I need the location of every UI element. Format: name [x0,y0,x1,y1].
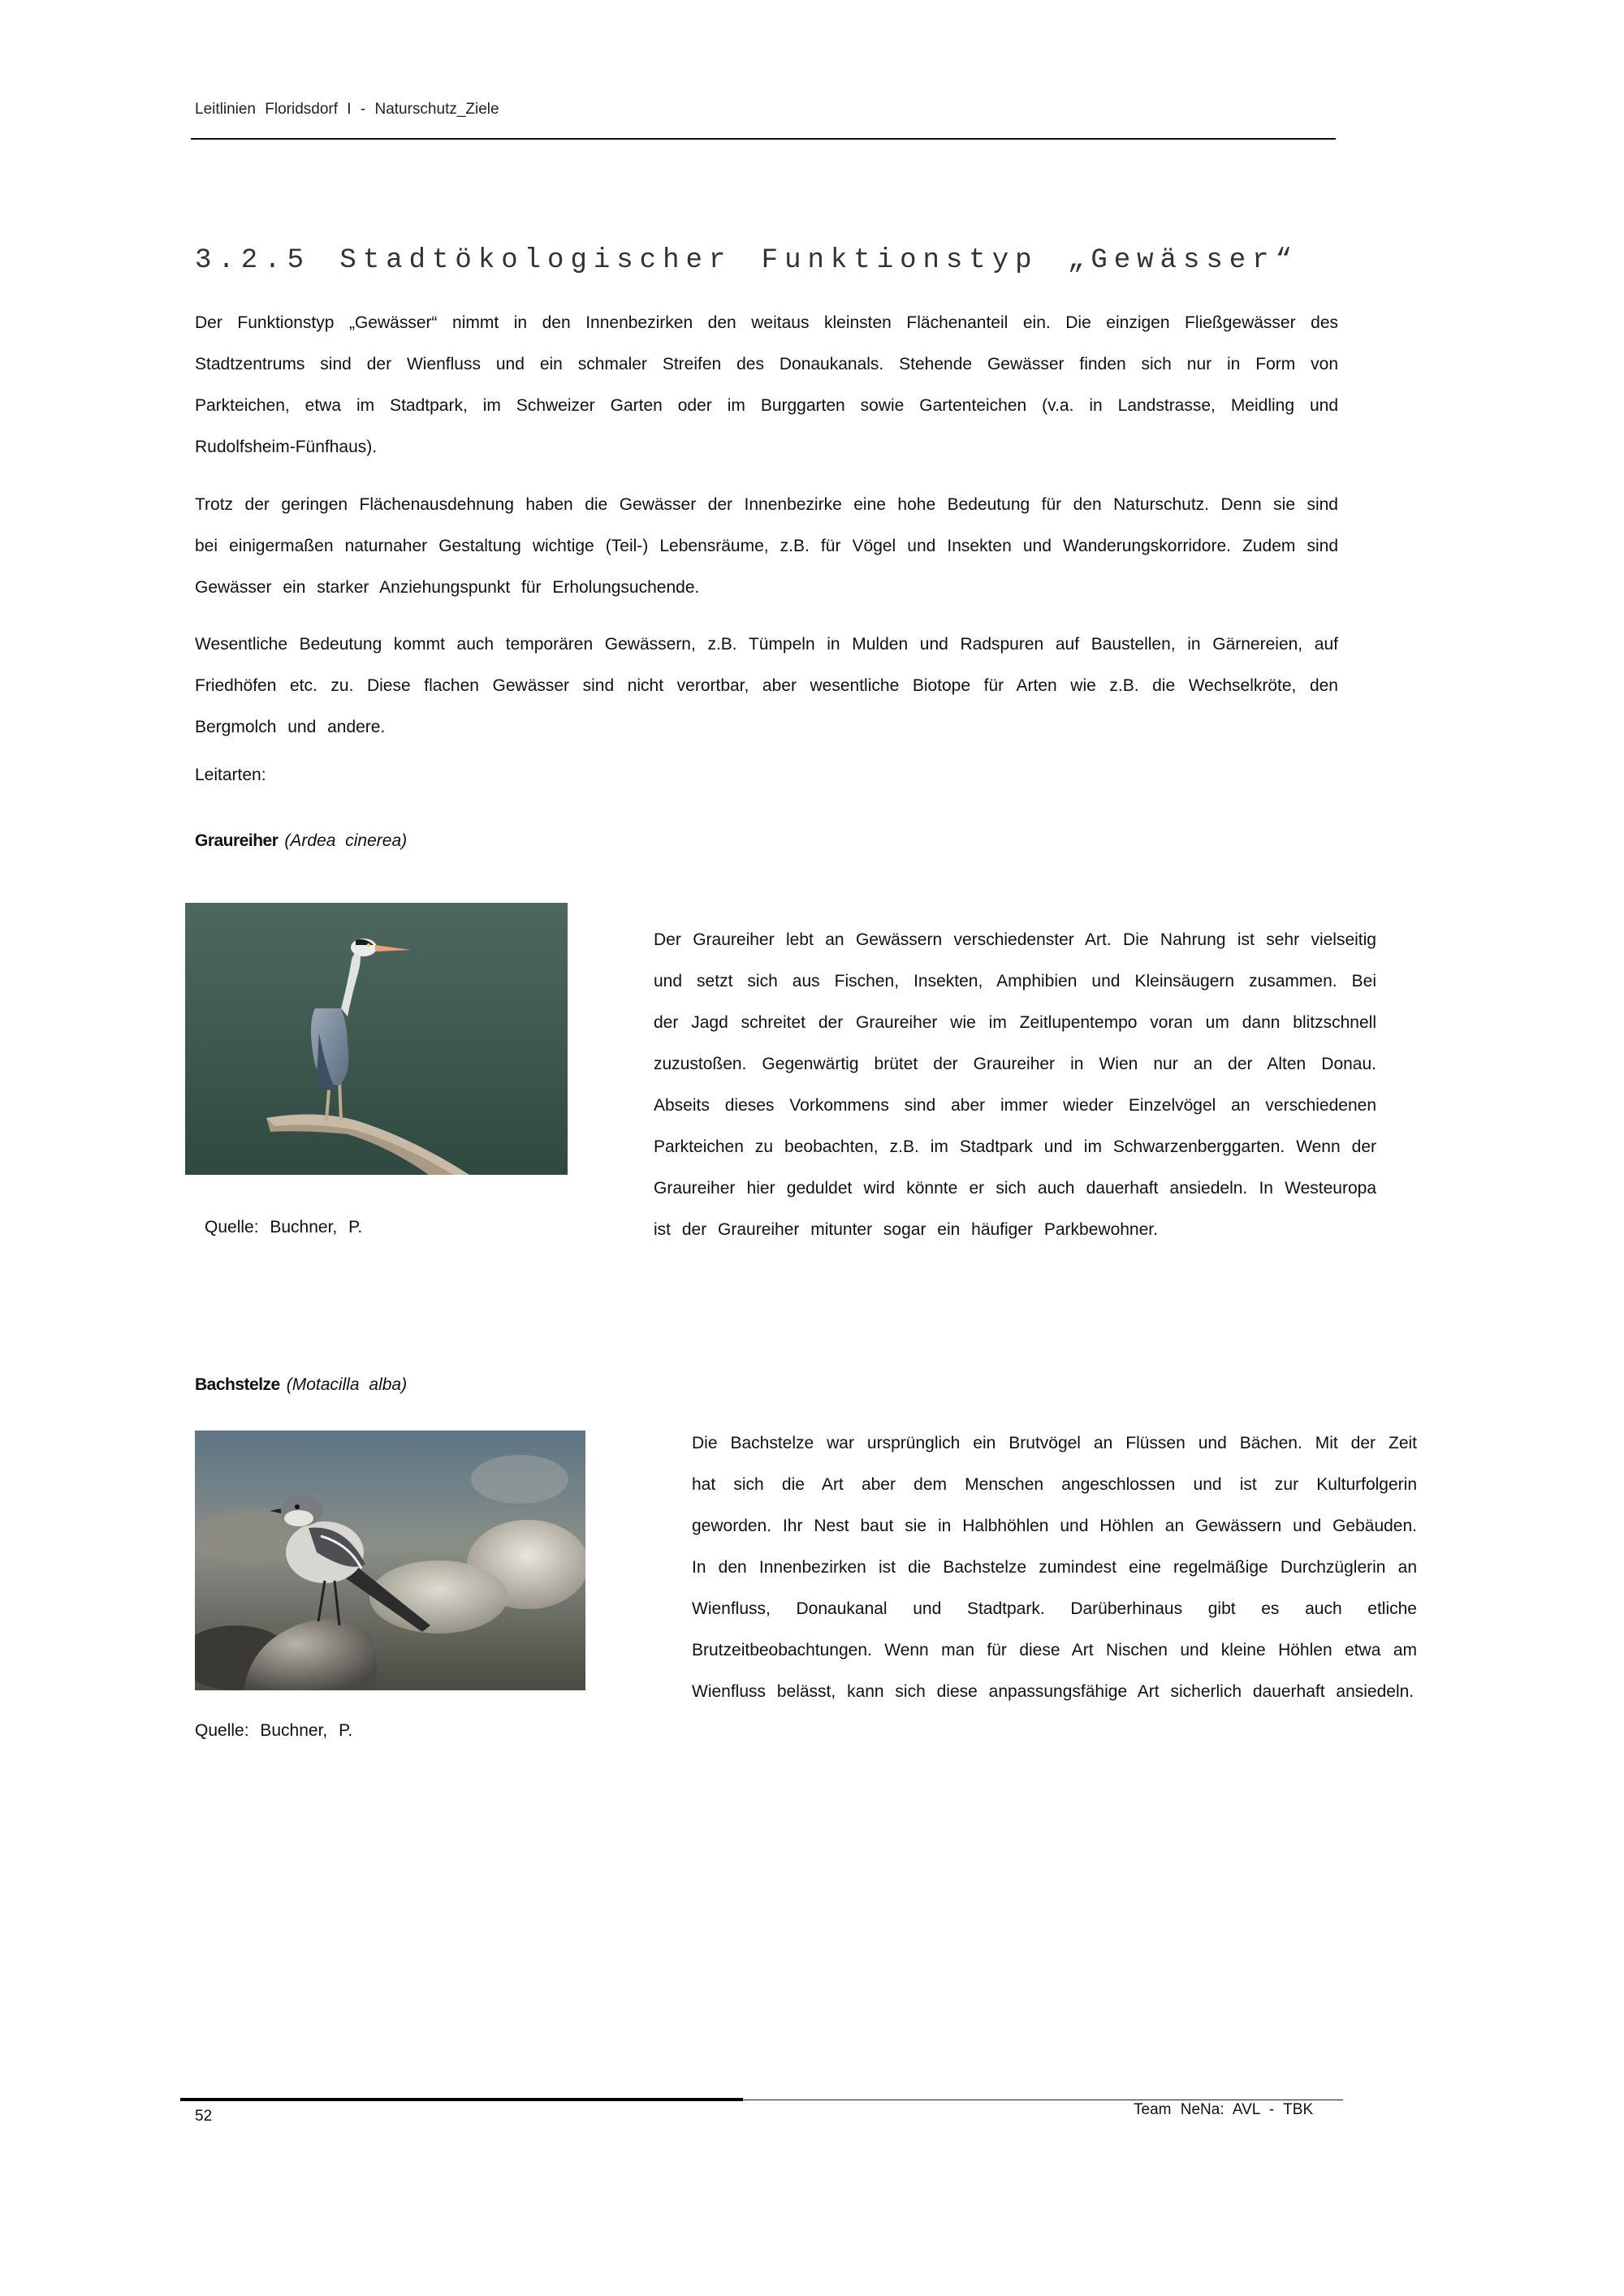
footer-team: Team NeNa: AVL - TBK [1134,2101,1314,2118]
page-number: 52 [195,2108,213,2125]
bachstelze-photo-caption: Quelle: Buchner, P. [195,1721,353,1740]
graureiher-photo [185,903,568,1175]
bachstelze-description: Die Bachstelze war ursprünglich ein Brutvögel an Flüssen und Bächen. Mit der Zeit hat sich die Art aber dem Menschen angeschlossen und ist zur Kulturfolgerin geworden. Ihr Nest baut sie in Halbhöhlen und Höhlen an Gewässern und Gebäuden. In den Innenbezirken ist die Bachstelze zumindest eine regelmäßige Durchzüglerin an Wienfluss, Donaukanal und Stadtpark. Darüberhinaus gibt es auch etliche Brutzeitbeobachtungen. Wenn man für diese Art Nischen und kleine Höhlen etwa am Wienfluss belässt, kann sich diese anpassungsfähige Art sicherlich dauerhaft ansiedeln. [692,1434,1417,1701]
paragraph-3: Wesentliche Bedeutung kommt auch temporären Gewässern, z.B. Tümpeln in Mulden und Radspuren auf Baustellen, in Gärnereien, auf Friedhöfen etc. zu. Diese flachen Gewässer sind nicht verortbar, aber wesentliche Biotope für Arten wie z.B. die Wechselkröte, den Bergmolch und andere. [195,635,1338,736]
section-heading: 3.2.5 Stadtökologischer Funktionstyp „Gewässer“ [195,245,1298,276]
bachstelze-photo [195,1431,585,1690]
header-rule [191,138,1336,140]
species-name: Bachstelze [195,1375,280,1394]
paragraph-2: Trotz der geringen Flächenausdehnung haben die Gewässer der Innenbezirke eine hohe Bedeutung für den Naturschutz. Denn sie sind bei einigermaßen naturnaher Gestaltung wichtige (Teil-) Lebensräume, z.B. für Vögel und Insekten und Wanderungskorridore. Zudem sind Gewässer ein starker Anziehungspunkt für Erholungsuchende. [195,495,1338,597]
species-heading-bachstelze [195,1375,407,1395]
species-name: Graureiher [195,831,279,850]
species-heading-graureiher [195,831,407,851]
running-header: Leitlinien Floridsdorf I - Naturschutz_Ziele [195,101,499,118]
species-latin-name: (Motacilla alba) [286,1375,408,1394]
graureiher-description: Der Graureiher lebt an Gewässern verschiedenster Art. Die Nahrung ist sehr vielseitig und setzt sich aus Fischen, Insekten, Amphibien und Kleinsäugern zusammen. Bei der Jagd schreitet der Graureiher wie im Zeitlupentempo voran um dann blitzschnell zuzustoßen. Gegenwärtig brütet der Graureiher in Wien nur an der Alten Donau. Abseits dieses Vorkommens sind aber immer wieder Einzelvögel an verschiedenen Parkteichen zu beobachten, z.B. im Stadtpark und im Schwarzenberggarten. Wenn der Graureiher hier geduldet wird könnte er sich auch dauerhaft ansiedeln. In Westeuropa ist der Graureiher mitunter sogar ein häufiger Parkbewohner. [654,930,1376,1239]
leitarten-label: Leitarten: [195,766,266,784]
species-latin-name: (Ardea cinerea) [284,831,408,850]
graureiher-photo-caption: Quelle: Buchner, P. [205,1218,363,1236]
paragraph-1: Der Funktionstyp „Gewässer“ nimmt in den Innenbezirken den weitaus kleinsten Flächenanteil ein. Die einzigen Fließgewässer des Stadtzentrums sind der Wienfluss und ein schmaler Streifen des Donaukanals. Stehende Gewässer finden sich nur in Form von Parkteichen, etwa im Stadtpark, im Schweizer Garten oder im Burggarten sowie Gartenteichen (v.a. in Landstrasse, Meidling und Rudolfsheim-Fünfhaus). [195,313,1338,456]
footer-rule-accent [180,2098,743,2101]
